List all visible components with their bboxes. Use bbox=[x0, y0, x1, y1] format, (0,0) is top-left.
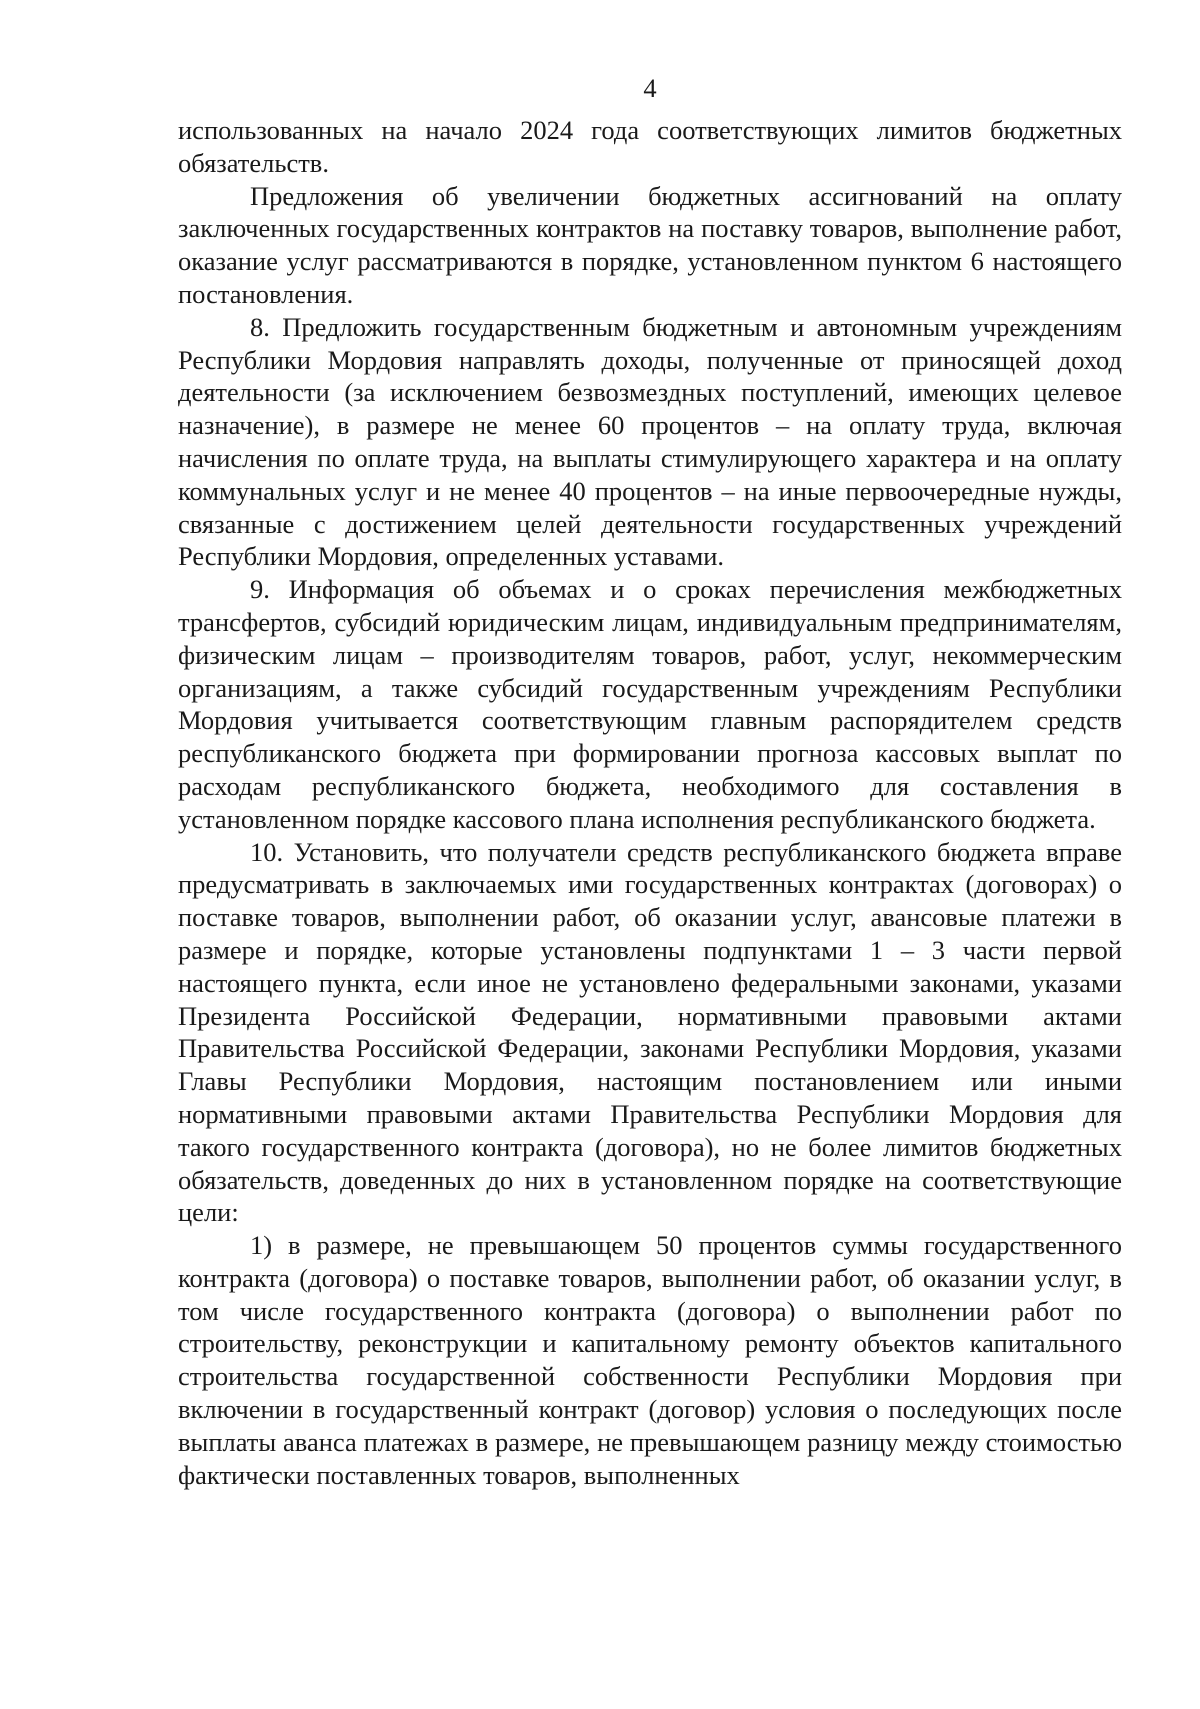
page-number: 4 bbox=[643, 73, 657, 103]
paragraph-item-8: 8. Предложить государственным бюджетным и автономным учреждениям Республики Мордовия направлять доходы, полученные от приносящей доход деятельности (за исключением безвозмездных поступлений, имеющих целевое назначение), в размере не менее 60 процентов – на оплату труда, включая начисления по оплате труда, на выплаты стимулирующего характера и на оплату коммунальных услуг и не менее 40 процентов – на иные первоочередные нужды, связанные с достижением целей деятельности государственных учреждений Республики Мордовия, определенных уставами. bbox=[178, 311, 1122, 572]
paragraph-item-10: 10. Установить, что получатели средств республиканского бюджета вправе предусматривать в заключаемых ими государственных контрактах (договорах) о поставке товаров, выполнении работ, об оказании услуг, авансовые платежи в размере и порядке, которые установлены подпунктами 1 – 3 части первой настоящего пункта, если иное не установлено федеральными законами, указами Президента Российской Федерации, нормативными правовыми актами Правительства Российской Федерации, законами Республики Мордовия, указами Главы Республики Мордовия, настоящим постановлением или иными нормативными правовыми актами Правительства Республики Мордовия для такого государственного контракта (договора), но не более лимитов бюджетных обязательств, доведенных до них в установленном порядке на соответствующие цели: bbox=[178, 836, 1122, 1228]
paragraph-item-9: 9. Информация об объемах и о сроках перечисления межбюджетных трансфертов, субсидий юридическим лицам, индивидуальным предпринимателям, физическим лицам – производителям товаров, работ, услуг, некоммерческим организациям, а также субсидий государственным учреждениям Республики Мордовия учитывается соответствующим главным распорядителем средств республиканского бюджета при формировании прогноза кассовых выплат по расходам республиканского бюджета, необходимого для составления в установленном порядке кассового плана исполнения республиканского бюджета. bbox=[178, 574, 1122, 834]
paragraph-subitem-1: 1) в размере, не превышающем 50 процентов суммы государственного контракта (договора) о поставке товаров, выполнении работ, об оказании услуг, в том числе государственного контракта (договора) о выполнении работ по строительству, реконструкции и капитальному ремонту объектов капитального строительства государственной собственности Республики Мордовия при включении в государственный контракт (договор) условия о последующих после выплаты аванса платежах в размере, не превышающем разницу между стоимостью фактически поставленных товаров, выполненных bbox=[178, 1230, 1122, 1490]
paragraph-continuation: использованных на начало 2024 года соответствующих лимитов бюджетных обязательств. bbox=[178, 115, 1122, 178]
document-page bbox=[178, 72, 1122, 1491]
paragraph-budget-proposals: Предложения об увеличении бюджетных ассигнований на оплату заключенных государственных контрактов на поставку товаров, выполнение работ, оказание услуг рассматриваются в порядке, установленном пунктом 6 настоящего постановления. bbox=[178, 180, 1122, 309]
